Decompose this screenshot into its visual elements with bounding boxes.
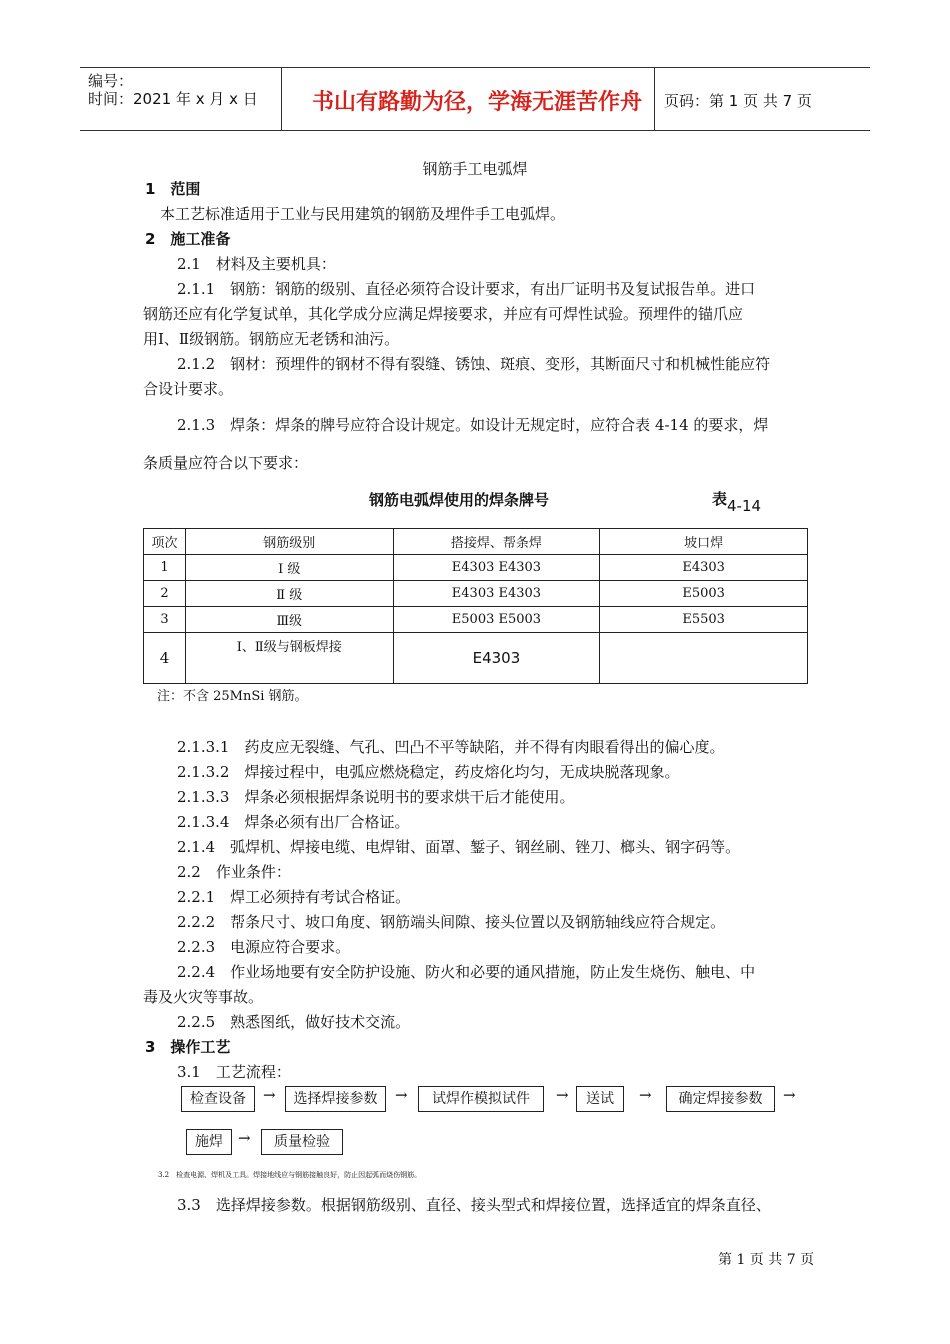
paragraph: 2.2.4 作业场地要有安全防护设施、防火和必要的通风措施，防止发生烧伤、触电、中 xyxy=(177,963,756,981)
paragraph: 2.1.1 钢筋：钢筋的级别、直径必须符合设计要求，有出厂证明书及复试报告单。进口 xyxy=(177,280,756,298)
table-header-cell: 钢筋级别 xyxy=(185,529,393,555)
table-cell: E5503 xyxy=(600,607,808,633)
paragraph: 2.1.3.3 焊条必须根据焊条说明书的要求烘干后才能使用。 xyxy=(177,788,575,806)
paragraph: 2.1.4 弧焊机、焊接电缆、电焊钳、面罩、錾子、钢丝刷、锉刀、榔头、钢字码等。 xyxy=(177,838,741,856)
paragraph: 2.2.2 帮条尺寸、坡口角度、钢筋端头间隙、接头位置以及钢筋轴线应符合规定。 xyxy=(177,913,726,931)
table-label-prefix: 表 xyxy=(712,490,728,508)
subsection-heading: 2.2 作业条件： xyxy=(177,863,291,881)
flow-step-quality-check: 质量检验 xyxy=(261,1129,343,1155)
paragraph-tiny: 3.2 检查电源、焊机及工具。焊接地线应与钢筋接触良好，防止因起弧而烧伤钢筋。 xyxy=(158,1171,422,1179)
table-label xyxy=(712,487,762,515)
section-heading: 1 范围 xyxy=(145,180,201,198)
paragraph: 合设计要求。 xyxy=(143,380,234,398)
table-cell: Ⅰ 级 xyxy=(185,555,393,581)
flow-arrow: → xyxy=(639,1086,652,1104)
table-cell: E5003 E5003 xyxy=(393,607,600,633)
table-header-row xyxy=(144,529,808,555)
paragraph: 本工艺标准适用于工业与民用建筑的钢筋及埋件手工电弧焊。 xyxy=(160,205,566,223)
table-row xyxy=(144,555,808,581)
table-cell: E4303 E4303 xyxy=(393,581,600,607)
table-cell: 4 xyxy=(144,633,186,684)
table-header-cell: 搭接焊、帮条焊 xyxy=(393,529,600,555)
flow-step-weld: 施焊 xyxy=(186,1129,232,1155)
table-note: 注：不含 25MnSi 钢筋。 xyxy=(157,689,308,704)
table-row xyxy=(144,581,808,607)
time-label: 时间：2021 年 x 月 x 日 xyxy=(88,90,258,108)
serial-label: 编号： xyxy=(88,72,134,90)
table-cell: E4303 xyxy=(393,633,600,684)
paragraph: 2.2.5 熟悉图纸，做好技术交流。 xyxy=(177,1013,411,1031)
table-cell xyxy=(600,633,808,684)
table-cell: Ⅱ 级 xyxy=(185,581,393,607)
header-divider xyxy=(654,68,655,130)
table-row xyxy=(144,607,808,633)
paragraph: 2.1.3.1 药皮应无裂缝、气孔、凹凸不平等缺陷，并不得有肉眼看得出的偏心度。 xyxy=(177,738,725,756)
header-divider xyxy=(281,68,282,130)
paragraph: 钢筋还应有化学复试单，其化学成分应满足焊接要求，并应有可焊性试验。预埋件的锚爪应 xyxy=(143,305,744,323)
flow-arrow: → xyxy=(395,1086,408,1104)
flow-arrow: → xyxy=(556,1086,569,1104)
page-footer: 第 1 页 共 7 页 xyxy=(718,1252,815,1268)
paragraph: 毒及火灾等事故。 xyxy=(143,988,264,1006)
flow-arrow: → xyxy=(238,1129,251,1147)
paragraph: 条质量应符合以下要求： xyxy=(143,454,309,472)
table-caption: 钢筋电弧焊使用的焊条牌号 xyxy=(369,491,550,509)
flow-step-check-equipment: 检查设备 xyxy=(181,1086,255,1112)
table-cell: E4303 xyxy=(600,555,808,581)
table-cell: E4303 E4303 xyxy=(393,555,600,581)
table-cell: E5003 xyxy=(600,581,808,607)
subsection-heading: 3.1 工艺流程： xyxy=(177,1063,291,1081)
flow-step-confirm-params: 确定焊接参数 xyxy=(666,1086,775,1112)
table-header-cell: 项次 xyxy=(144,529,186,555)
paragraph: 2.1.3.2 焊接过程中，电弧应燃烧稳定，药皮熔化均匀，无成块脱落现象。 xyxy=(177,763,680,781)
doc-title: 钢筋手工电弧焊 xyxy=(422,160,528,178)
header-page-info: 页码：第 1 页 共 7 页 xyxy=(664,92,812,110)
flow-step-select-params: 选择焊接参数 xyxy=(285,1086,386,1112)
paragraph: 3.3 选择焊接参数。根据钢筋级别、直径、接头型式和焊接位置，选择适宜的焊条直径、 xyxy=(177,1196,771,1214)
table-cell: 2 xyxy=(144,581,186,607)
page-header xyxy=(80,67,870,131)
section-heading: 3 操作工艺 xyxy=(145,1038,231,1056)
paragraph: 用Ⅰ、Ⅱ级钢筋。钢筋应无老锈和油污。 xyxy=(143,330,400,348)
table-cell: 1 xyxy=(144,555,186,581)
table-cell: Ⅲ级 xyxy=(185,607,393,633)
table-row xyxy=(144,633,808,684)
table-header-cell: 坡口焊 xyxy=(600,529,808,555)
paragraph: 2.1.3.4 焊条必须有出厂合格证。 xyxy=(177,813,410,831)
paragraph: 2.1.3 焊条：焊条的牌号应符合设计规定。如设计无规定时，应符合表 4-14 的要求，焊 xyxy=(177,416,769,434)
paragraph: 2.1.2 钢材：预埋件的钢材不得有裂缝、锈蚀、斑痕、变形，其断面尺寸和机械性能应符 xyxy=(177,355,771,373)
paragraph: 2.2.3 电源应符合要求。 xyxy=(177,938,351,956)
paragraph: 2.2.1 焊工必须持有考试合格证。 xyxy=(177,888,411,906)
electrode-table xyxy=(143,528,808,684)
section-heading: 2 施工准备 xyxy=(145,230,231,248)
flow-arrow: → xyxy=(263,1086,276,1104)
flow-step-send-test: 送试 xyxy=(576,1086,624,1112)
table-cell: 3 xyxy=(144,607,186,633)
flow-arrow: → xyxy=(783,1086,796,1104)
table-label-number: 4-14 xyxy=(727,497,762,515)
header-motto: 书山有路勤为径，学海无涯苦作舟 xyxy=(311,90,642,115)
table-cell: Ⅰ、Ⅱ级与钢板焊接 xyxy=(185,633,393,684)
subsection-heading: 2.1 材料及主要机具： xyxy=(177,255,336,273)
flow-step-trial-weld: 试焊作模拟试件 xyxy=(418,1086,544,1112)
